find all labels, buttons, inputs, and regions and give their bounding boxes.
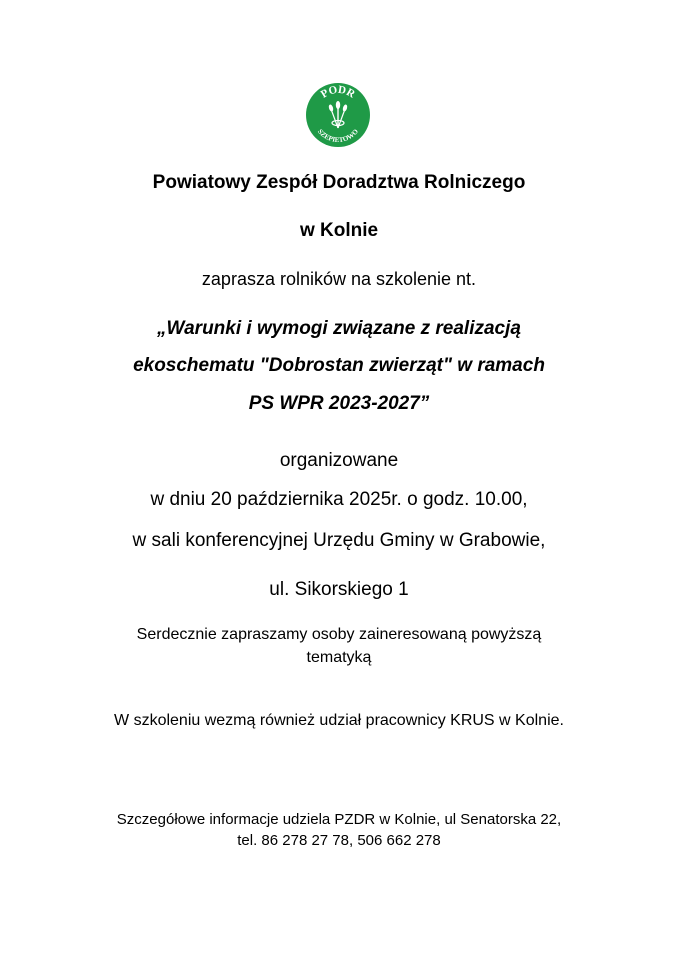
event-venue: w sali konferencyjnej Urzędu Gminy w Grabowie, <box>132 530 546 551</box>
krus-note: W szkoleniu wezmą również udział pracownicy KRUS w Kolnie. <box>114 712 564 729</box>
podr-logo <box>305 82 371 148</box>
logo-top-text: PODR <box>318 83 358 101</box>
training-topic-line-2: ekoschematu "Dobrostan zwierząt" w ramach <box>133 355 545 376</box>
training-topic-line-1: „Warunki i wymogi związane z realizacją <box>157 318 521 339</box>
organizer-city: w Kolnie <box>299 220 379 241</box>
training-topic-line-3: PS WPR 2023-2027” <box>248 393 430 414</box>
invitation-text: zaprasza rolników na szkolenie nt. <box>201 269 477 289</box>
organized-label: organizowane <box>279 450 399 471</box>
contact-line-1: Szczegółowe informacje udziela PZDR w Kolnie, ul Senatorska 22, <box>116 811 562 828</box>
logo-bottom-text: SZEPIETOWO <box>315 127 361 145</box>
contact-line-2: tel. 86 278 27 78, 506 662 278 <box>237 832 441 849</box>
event-address: ul. Sikorskiego 1 <box>269 579 409 600</box>
welcome-line-2: tematyką <box>306 649 372 666</box>
welcome-line-1: Serdecznie zapraszamy osoby zaineresowaną powyższą <box>136 626 542 643</box>
event-date-time: w dniu 20 października 2025r. o godz. 10.00, <box>150 489 528 510</box>
organizer-name: Powiatowy Zespół Doradztwa Rolniczego <box>152 172 526 193</box>
